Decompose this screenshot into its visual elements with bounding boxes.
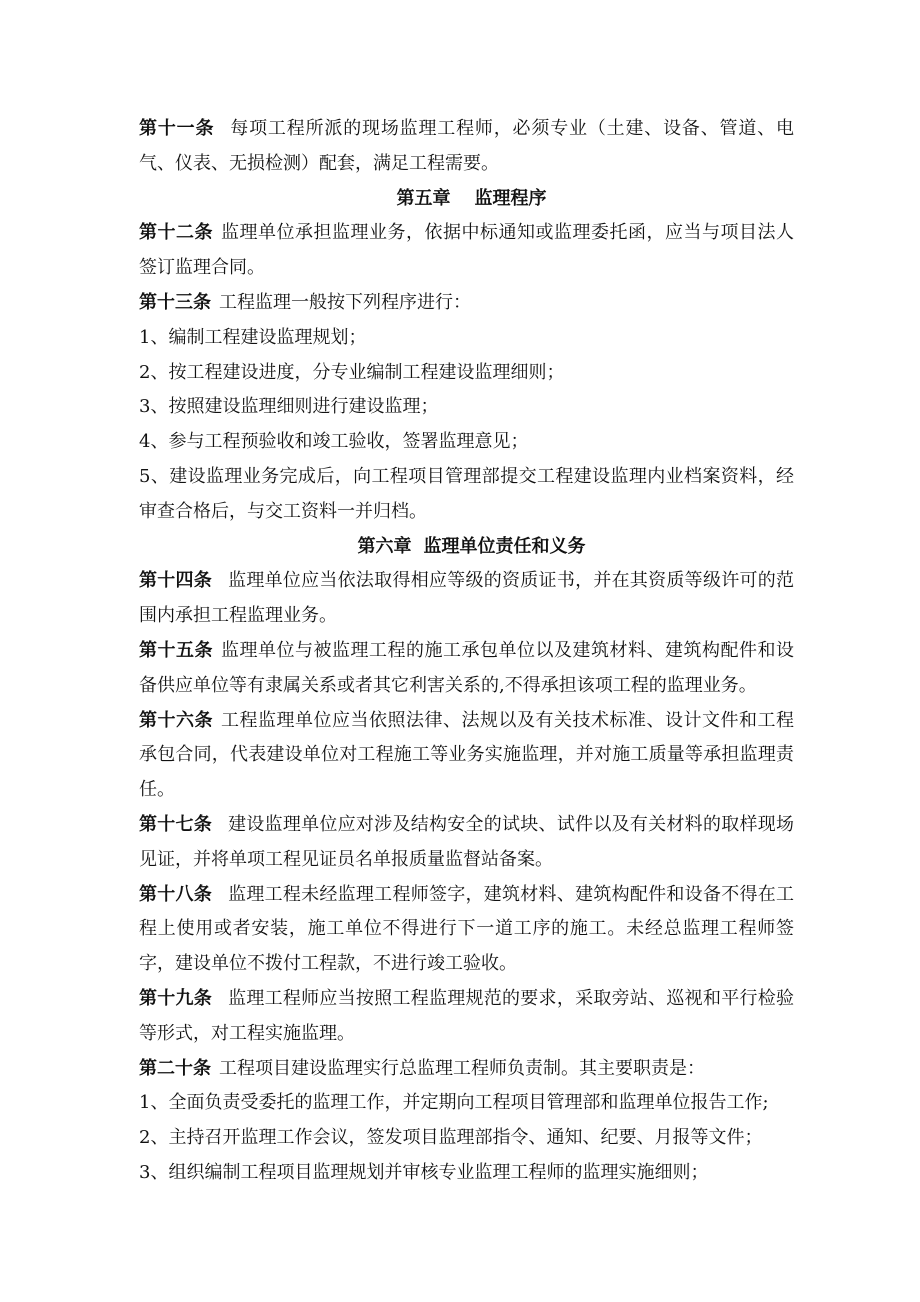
article-text: 建设监理单位应对涉及结构安全的试块、试件以及有关材料的取样现场见证，并将单项工程见证员名单报质量监督站备案。 [139, 813, 795, 870]
list-item: 5、建设监理业务完成后，向工程项目管理部提交工程建设监理内业档案资料，经审查合格后，与交工资料一并归档。 [139, 465, 794, 522]
list-item: 3、按照建设监理细则进行建设监理； [139, 396, 439, 418]
article-label: 第十五条 [139, 639, 213, 661]
chapter-number: 第六章 [357, 535, 412, 557]
article-label: 第二十条 [139, 1057, 211, 1079]
article-text: 工程监理单位应当依照法律、法规以及有关技术标准、设计文件和工程承包合同，代表建设单位对工程施工等业务实施监理，并对施工质量等承担监理责任。 [139, 709, 794, 801]
chapter-title: 监理单位责任和义务 [423, 535, 586, 557]
document-page [139, 112, 794, 1191]
article-text: 每项工程所派的现场监理工程师，必须专业（土建、设备、管道、电气、仪表、无损检测）配套，满足工程需要。 [139, 118, 795, 174]
article-18 [139, 878, 794, 982]
article-text: 工程监理一般按下列程序进行： [219, 291, 471, 313]
article-label: 第十一条 [139, 118, 215, 139]
article-text: 监理工程未经监理工程师签字，建筑材料、建筑构配件和设备不得在工程上使用或者安装，施工单位不得进行下一道工序的施工。未经总监理工程师签字，建设单位不拨付工程款，不进行竣工验收。 [139, 883, 795, 975]
chapter-number: 第五章 [396, 187, 451, 209]
article-label: 第十二条 [139, 222, 213, 244]
article-text: 监理工程师应当按照工程监理规范的要求，采取旁站、巡视和平行检验等形式，对工程实施监理。 [139, 987, 795, 1044]
article-19 [139, 982, 794, 1052]
article-label: 第十三条 [139, 291, 211, 313]
list-item: 2、主持召开监理工作会议，签发项目监理部指令、通知、纪要、月报等文件； [139, 1127, 763, 1149]
article-text: 工程项目建设监理实行总监理工程师负责制。其主要职责是： [219, 1057, 705, 1079]
list-item: 1、编制工程建设监理规划； [139, 326, 367, 348]
chapter-title: 监理程序 [474, 187, 547, 209]
article-14 [139, 564, 794, 634]
article-20 [139, 1052, 794, 1087]
article-17 [139, 808, 794, 878]
list-item: 3、组织编制工程项目监理规划并审核专业监理工程师的监理实施细则； [139, 1161, 709, 1183]
article-13 [139, 286, 794, 321]
article-12 [139, 216, 794, 286]
article-text: 监理单位与被监理工程的施工承包单位以及建筑材料、建筑构配件和设备供应单位等有隶属关系或者其它利害关系的,不得承担该项工程的监理业务。 [139, 639, 794, 696]
chapter-heading-5 [139, 182, 794, 217]
article-15 [139, 634, 794, 704]
article-label: 第十九条 [139, 987, 213, 1009]
list-item: 2、按工程建设进度，分专业编制工程建设监理细则； [139, 361, 565, 383]
article-text: 监理单位承担监理业务，依据中标通知或监理委托函，应当与项目法人签订监理合同。 [139, 222, 794, 279]
article-label: 第十六条 [139, 709, 213, 731]
article-label: 第十七条 [139, 813, 213, 835]
list-item: 4、参与工程预验收和竣工验收，签署监理意见； [139, 431, 529, 453]
chapter-heading-6 [139, 530, 794, 565]
article-label: 第十四条 [139, 570, 213, 592]
article-label: 第十八条 [139, 883, 213, 905]
article-16 [139, 704, 794, 808]
article-text: 监理单位应当依法取得相应等级的资质证书，并在其资质等级许可的范围内承担工程监理业务。 [139, 570, 795, 627]
list-item: 1、全面负责受委托的监理工作，并定期向工程项目管理部和监理单位报告工作; [139, 1092, 769, 1114]
article-11 [139, 112, 794, 182]
